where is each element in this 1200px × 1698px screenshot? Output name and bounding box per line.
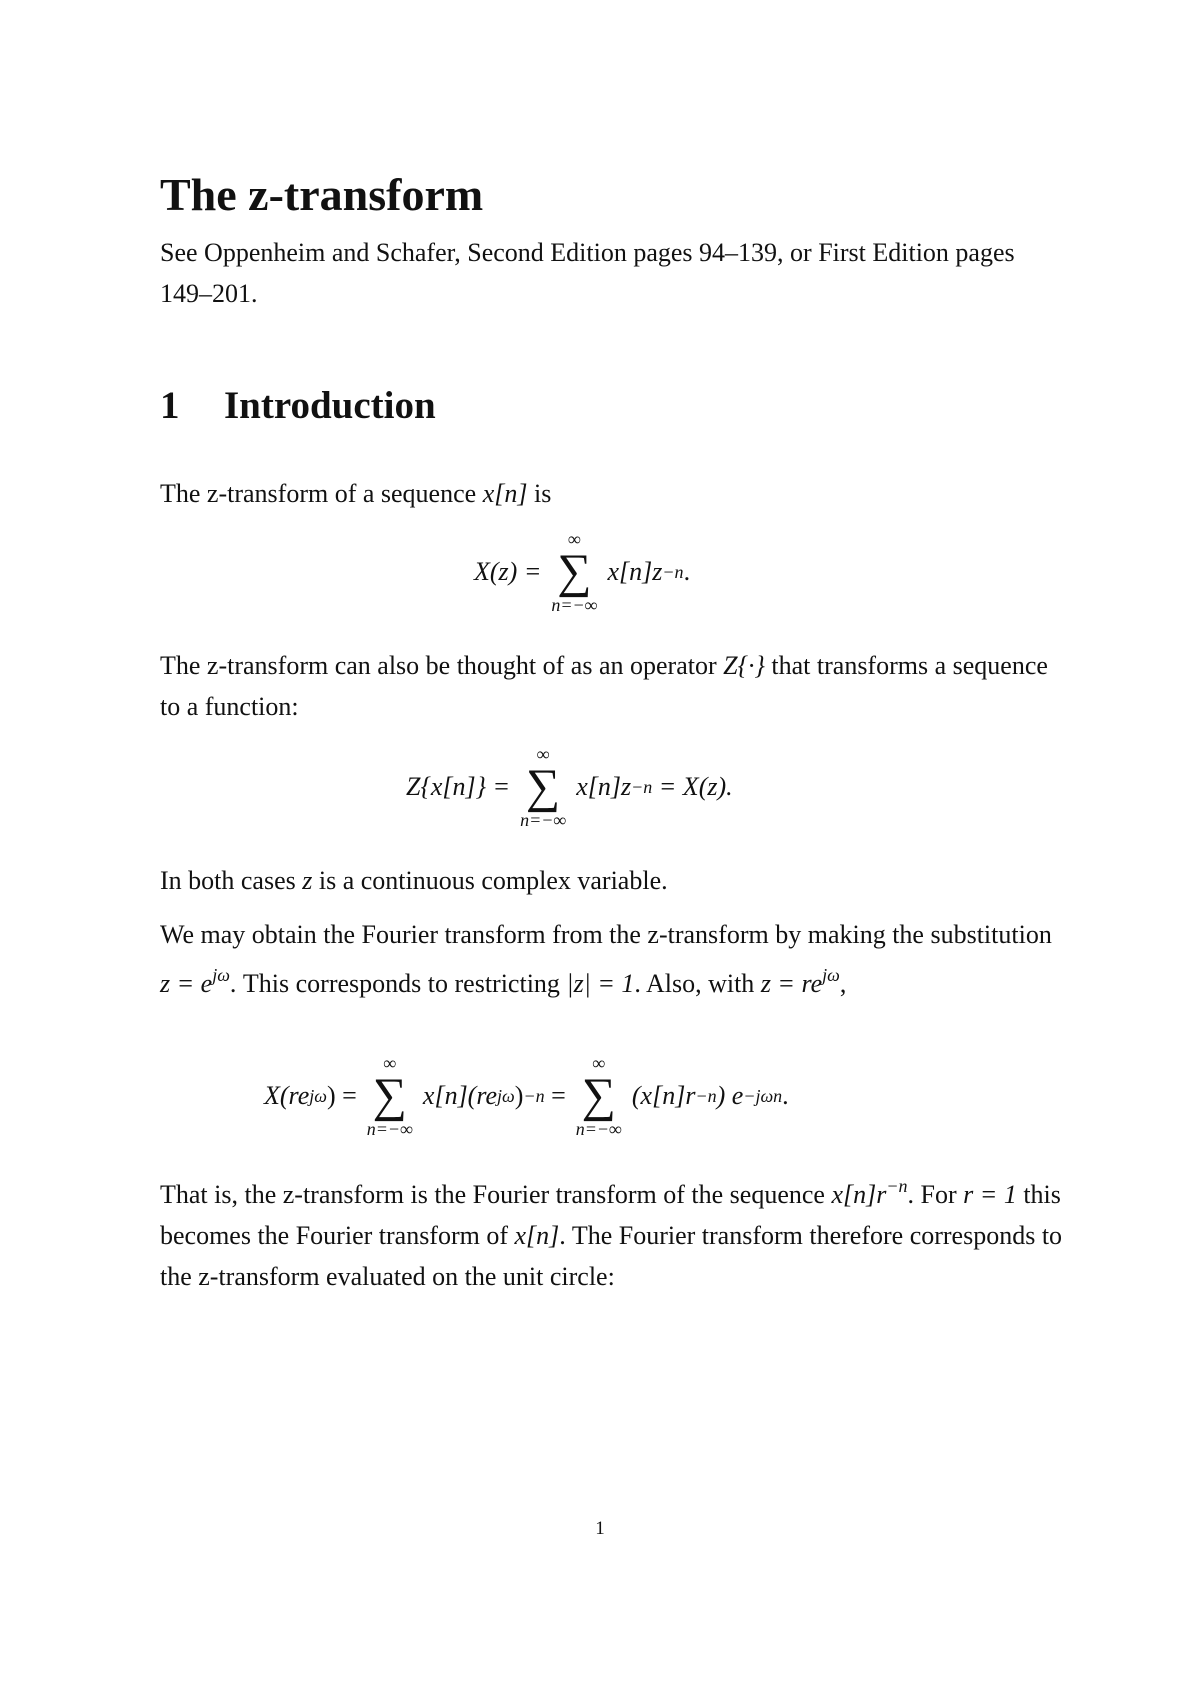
equation-exponent: jω	[497, 1085, 515, 1106]
summation-operator	[367, 1052, 413, 1140]
paragraph-text: ,	[839, 969, 847, 998]
math-sequence: x[n]	[482, 479, 528, 508]
paragraph-text: is	[533, 479, 552, 508]
paragraph-text: That is, the z-transform is the Fourier transform of the sequence	[160, 1180, 825, 1209]
equation-exponent: −n	[631, 776, 653, 797]
sum-upper-limit: ∞	[383, 1053, 397, 1073]
sum-lower-limit: n=−∞	[551, 595, 598, 615]
sum-upper-limit: ∞	[592, 1053, 606, 1073]
math-polar-form: z = re	[760, 969, 823, 998]
sum-lower-limit: n=−∞	[366, 1119, 413, 1139]
section-heading	[160, 383, 436, 428]
equation-z-transform	[474, 528, 690, 616]
math-exponent: jω	[822, 965, 840, 985]
page-number: 1	[595, 1518, 605, 1539]
summation-operator	[551, 528, 597, 616]
sigma-symbol: ∑	[372, 1069, 407, 1122]
equation-exponent: −n	[523, 1085, 545, 1106]
paragraph-unit-circle	[160, 1166, 1068, 1297]
equation-lhs-end: ) =	[326, 1081, 357, 1110]
summation-operator	[576, 1052, 622, 1140]
paragraph-text: . Also, with	[634, 969, 755, 998]
paragraph-text: is a continuous complex variable.	[318, 866, 668, 895]
sigma-symbol: ∑	[526, 760, 561, 813]
document-title: The z-transform	[160, 169, 484, 220]
sum-upper-limit: ∞	[568, 529, 581, 549]
equation-equals: =	[551, 1081, 566, 1110]
equation-exponent: −jωn	[743, 1085, 783, 1106]
paragraph-text: . For	[907, 1180, 957, 1209]
math-variable: z	[302, 866, 313, 895]
sum-lower-limit: n=−∞	[520, 810, 567, 830]
equation-rhs: (x[n]r	[631, 1081, 696, 1110]
equation-end: .	[782, 1081, 789, 1110]
paragraph-text: In both cases	[160, 866, 296, 895]
paragraph-definition	[160, 473, 1068, 514]
math-exponent: −n	[886, 1176, 908, 1196]
equation-exponent: jω	[309, 1085, 327, 1106]
equation-exponent: −n	[695, 1085, 717, 1106]
paragraph-text: . This corresponds to restricting	[229, 969, 560, 998]
paragraph-fourier-substitution	[160, 914, 1068, 1004]
equation-polar-substitution	[264, 1052, 789, 1140]
equation-rhs: x[n]z	[576, 772, 632, 801]
paragraph-text: this becomes the Fourier transform of	[160, 1180, 1061, 1250]
sigma-symbol: ∑	[557, 545, 592, 598]
sigma-symbol: ∑	[581, 1069, 616, 1122]
equation-exponent: −n	[662, 561, 684, 582]
equation-rhs: x[n]z	[607, 557, 663, 586]
math-substitution: z = e	[160, 969, 213, 998]
summation-operator	[520, 743, 566, 831]
reference-note: See Oppenheim and Schafer, Second Edition pages 94–139, or First Edition pages 149–201.	[160, 238, 1015, 308]
math-restriction: |z| = 1	[566, 969, 635, 998]
equation-lhs: Z{x[n]} =	[406, 772, 511, 801]
paragraph-text: We may obtain the Fourier transform from the z-transform by making the substitution	[160, 920, 1052, 949]
equation-rhs-close: ) e	[716, 1081, 744, 1110]
paragraph-text: The z-transform of a sequence	[160, 479, 477, 508]
sum-lower-limit: n=−∞	[575, 1119, 622, 1139]
paragraph-operator	[160, 645, 1068, 727]
math-condition: r = 1	[963, 1180, 1017, 1209]
math-exponent: jω	[212, 965, 230, 985]
equation-end: = X(z).	[658, 772, 733, 801]
equation-lhs: X(re	[264, 1081, 310, 1110]
section-title: Introduction	[224, 384, 436, 427]
equation-middle: x[n](re	[422, 1081, 498, 1110]
paragraph-text: that transforms a sequence to a function:	[160, 651, 1048, 721]
equation-lhs: X(z) =	[474, 557, 542, 586]
equation-operator-form	[406, 743, 733, 831]
paragraph-text: . The Fourier transform therefore corresponds to the z-transform evaluated on the unit circle:	[160, 1221, 1063, 1291]
sum-upper-limit: ∞	[536, 744, 550, 764]
section-number: 1	[160, 384, 180, 427]
paragraph-complex-variable	[160, 860, 1068, 901]
math-operator: Z{·}	[723, 651, 765, 680]
equation-end: .	[683, 557, 691, 586]
math-sequence: x[n]r	[831, 1180, 887, 1209]
paragraph-text: The z-transform can also be thought of as an operator	[160, 651, 717, 680]
math-sequence: x[n]	[514, 1221, 560, 1250]
equation-paren: )	[514, 1081, 524, 1110]
